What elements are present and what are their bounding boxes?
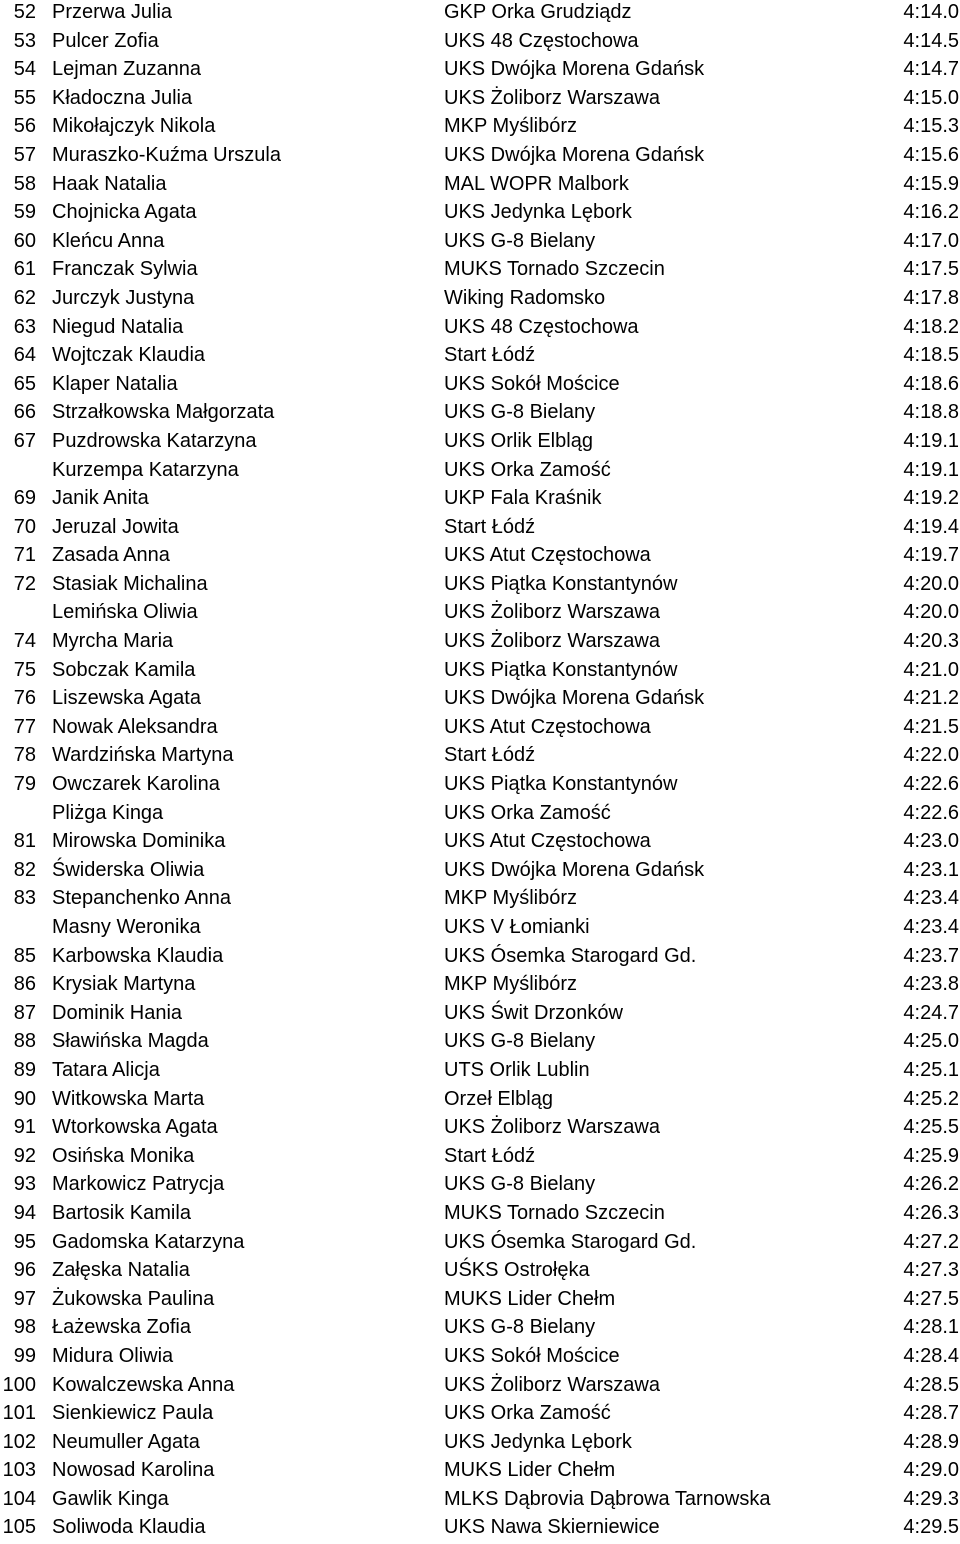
place-cell: 83: [13, 887, 36, 910]
time-cell: 4:23.1: [903, 858, 959, 881]
time-cell: 4:15.3: [903, 115, 959, 138]
result-row: [0, 400, 960, 429]
time-cell: 4:26.3: [903, 1201, 959, 1224]
time-cell: 4:17.8: [903, 286, 959, 309]
time-cell: 4:20.3: [903, 630, 959, 653]
swimmer-name-cell: Lejman Zuzanna: [52, 58, 201, 81]
time-cell: 4:20.0: [903, 601, 959, 624]
time-cell: 4:19.2: [903, 487, 959, 510]
place-cell: 103: [2, 1459, 36, 1482]
swimmer-name-cell: Przerwa Julia: [52, 1, 173, 23]
place-cell: 61: [13, 258, 36, 281]
club-cell: UKS Orka Zamość: [444, 458, 611, 481]
swimmer-name-cell: Mikołajczyk Nikola: [52, 115, 216, 138]
place-cell: 65: [13, 372, 36, 395]
result-row: [0, 1115, 960, 1144]
club-cell: Orzeł Elbląg: [444, 1087, 553, 1110]
time-cell: 4:27.3: [903, 1259, 959, 1282]
swimmer-name-cell: Pulcer Zofia: [52, 29, 159, 52]
time-cell: 4:22.6: [903, 801, 959, 824]
time-cell: 4:17.5: [903, 258, 959, 281]
place-cell: 69: [13, 487, 36, 510]
club-cell: UKS Piątka Konstantynów: [444, 572, 678, 595]
result-row: [0, 1401, 960, 1430]
club-cell: GKP Orka Grudziądz: [444, 1, 632, 23]
club-cell: UKS Żoliborz Warszawa: [444, 1116, 660, 1139]
result-row: [0, 1515, 960, 1544]
place-cell: 97: [13, 1287, 36, 1310]
time-cell: 4:28.4: [903, 1344, 959, 1367]
place-cell: 89: [13, 1058, 36, 1081]
swimmer-name-cell: Chojnicka Agata: [52, 201, 197, 224]
time-cell: 4:23.7: [903, 944, 959, 967]
place-cell: 86: [13, 973, 36, 996]
result-row: [0, 658, 960, 687]
club-cell: Start Łódź: [444, 1144, 536, 1167]
place-cell: 104: [2, 1487, 36, 1510]
swimmer-name-cell: Sobczak Kamila: [52, 658, 196, 681]
place-cell: 79: [13, 773, 36, 796]
place-cell: 72: [13, 572, 36, 595]
club-cell: UKS Orka Zamość: [444, 801, 611, 824]
time-cell: 4:16.2: [903, 201, 959, 224]
swimmer-name-cell: Kleńcu Anna: [52, 229, 165, 252]
time-cell: 4:21.2: [903, 687, 959, 710]
result-row: [0, 372, 960, 401]
club-cell: Start Łódź: [444, 744, 536, 767]
time-cell: 4:19.4: [903, 515, 959, 538]
result-row: [0, 600, 960, 629]
time-cell: 4:19.7: [903, 544, 959, 567]
club-cell: UKS Żoliborz Warszawa: [444, 630, 660, 653]
place-cell: 99: [13, 1344, 36, 1367]
place-cell: 85: [13, 944, 36, 967]
swimmer-name-cell: Owczarek Karolina: [52, 773, 220, 796]
club-cell: UKS G-8 Bielany: [444, 1173, 596, 1196]
club-cell: UKS Dwójka Morena Gdańsk: [444, 143, 705, 166]
time-cell: 4:21.5: [903, 715, 959, 738]
swimmer-name-cell: Kowalczewska Anna: [52, 1373, 235, 1396]
time-cell: 4:23.4: [903, 916, 959, 938]
club-cell: UKS Sokół Mościce: [444, 372, 620, 395]
club-cell: UKS Atut Częstochowa: [444, 830, 651, 853]
swimmer-name-cell: Zasada Anna: [52, 544, 170, 567]
club-cell: UKS Nawa Skierniewice: [444, 1516, 660, 1539]
time-cell: 4:25.2: [903, 1087, 959, 1110]
time-cell: 4:19.1: [903, 429, 959, 452]
club-cell: UKS Orka Zamość: [444, 1402, 611, 1425]
place-cell: 105: [2, 1516, 36, 1539]
club-cell: UŚKS Ostrołęka: [444, 1259, 590, 1282]
swimmer-name-cell: Liszewska Agata: [52, 687, 201, 710]
result-row: [0, 458, 960, 487]
time-cell: 4:29.0: [903, 1459, 959, 1482]
time-cell: 4:14.7: [903, 58, 959, 81]
club-cell: UKS Żoliborz Warszawa: [444, 601, 660, 624]
result-row: [0, 86, 960, 115]
swimmer-name-cell: Krysiak Martyna: [52, 973, 196, 996]
club-cell: MKP Myślibórz: [444, 973, 577, 996]
club-cell: UKS Atut Częstochowa: [444, 544, 651, 567]
club-cell: UTS Orlik Lublin: [444, 1058, 590, 1081]
time-cell: 4:18.2: [903, 315, 959, 338]
time-cell: 4:18.6: [903, 372, 959, 395]
result-row: [0, 1144, 960, 1173]
time-cell: 4:26.2: [903, 1173, 959, 1196]
time-cell: 4:14.0: [903, 1, 959, 23]
time-cell: 4:25.9: [903, 1144, 959, 1167]
result-row: [0, 429, 960, 458]
club-cell: UKS Jedynka Lębork: [444, 201, 632, 224]
place-cell: 62: [13, 286, 36, 309]
swimmer-name-cell: Mirowska Dominika: [52, 830, 226, 853]
place-cell: 64: [13, 344, 36, 367]
swimmer-name-cell: Bartosik Kamila: [52, 1201, 191, 1224]
club-cell: MKP Myślibórz: [444, 887, 577, 910]
swimmer-name-cell: Dominik Hania: [52, 1001, 183, 1024]
time-cell: 4:18.8: [903, 401, 959, 424]
place-cell: 58: [13, 172, 36, 195]
place-cell: 75: [13, 658, 36, 681]
result-row: [0, 686, 960, 715]
swimmer-name-cell: Lemińska Oliwia: [52, 601, 198, 624]
time-cell: 4:29.3: [903, 1487, 959, 1510]
swimmer-name-cell: Sienkiewicz Paula: [52, 1402, 214, 1425]
club-cell: UKS Żoliborz Warszawa: [444, 86, 660, 109]
result-row: [0, 572, 960, 601]
club-cell: MUKS Lider Chełm: [444, 1287, 616, 1310]
result-row: [0, 1230, 960, 1259]
club-cell: UKS Jedynka Lębork: [444, 1430, 632, 1453]
swimmer-name-cell: Stepanchenko Anna: [52, 887, 232, 910]
club-cell: Start Łódź: [444, 344, 536, 367]
swimmer-name-cell: Żukowska Paulina: [52, 1287, 215, 1310]
club-cell: MUKS Tornado Szczecin: [444, 258, 665, 281]
swimmer-name-cell: Masny Weronika: [52, 916, 201, 938]
swimmer-name-cell: Nowosad Karolina: [52, 1459, 215, 1482]
place-cell: 78: [13, 744, 36, 767]
club-cell: UKS 48 Częstochowa: [444, 29, 639, 52]
result-row: [0, 629, 960, 658]
club-cell: UKS Ósemka Starogard Gd.: [444, 1230, 697, 1253]
time-cell: 4:19.1: [903, 458, 959, 481]
club-cell: MUKS Tornado Szczecin: [444, 1201, 665, 1224]
club-cell: UKS Dwójka Morena Gdańsk: [444, 687, 705, 710]
club-cell: MUKS Lider Chełm: [444, 1459, 616, 1482]
place-cell: 98: [13, 1316, 36, 1339]
swimmer-name-cell: Stasiak Michalina: [52, 572, 208, 595]
swimmer-name-cell: Jurczyk Justyna: [52, 286, 195, 309]
swimmer-name-cell: Muraszko-Kuźma Urszula: [52, 143, 281, 166]
result-row: [0, 1315, 960, 1344]
time-cell: 4:23.0: [903, 830, 959, 853]
place-cell: 81: [13, 830, 36, 853]
club-cell: Start Łódź: [444, 515, 536, 538]
result-row: [0, 543, 960, 572]
time-cell: 4:25.5: [903, 1116, 959, 1139]
place-cell: 100: [2, 1373, 36, 1396]
club-cell: UKS Piątka Konstantynów: [444, 658, 678, 681]
result-row: [0, 257, 960, 286]
club-cell: UKS Orlik Elbląg: [444, 429, 593, 452]
place-cell: 70: [13, 515, 36, 538]
swimmer-name-cell: Łażewska Zofia: [52, 1316, 191, 1339]
swimmer-name-cell: Tatara Alicja: [52, 1058, 160, 1081]
club-cell: UKS G-8 Bielany: [444, 401, 596, 424]
time-cell: 4:27.5: [903, 1287, 959, 1310]
place-cell: 76: [13, 687, 36, 710]
time-cell: 4:28.5: [903, 1373, 959, 1396]
result-row: [0, 114, 960, 143]
place-cell: 54: [13, 58, 36, 81]
club-cell: UKS Żoliborz Warszawa: [444, 1373, 660, 1396]
time-cell: 4:21.0: [903, 658, 959, 681]
swimmer-name-cell: Puzdrowska Katarzyna: [52, 429, 257, 452]
swimmer-name-cell: Sławińska Magda: [52, 1030, 209, 1053]
result-row: [0, 1058, 960, 1087]
place-cell: 66: [13, 401, 36, 424]
time-cell: 4:18.5: [903, 344, 959, 367]
place-cell: 63: [13, 315, 36, 338]
place-cell: 67: [13, 429, 36, 452]
result-row: [0, 1430, 960, 1459]
result-row: [0, 1029, 960, 1058]
place-cell: 71: [13, 544, 36, 567]
swimmer-name-cell: Wtorkowska Agata: [52, 1116, 218, 1139]
place-cell: 52: [13, 1, 36, 23]
time-cell: 4:23.4: [903, 887, 959, 910]
place-cell: 55: [13, 86, 36, 109]
result-row: [0, 315, 960, 344]
club-cell: UKS Atut Częstochowa: [444, 715, 651, 738]
result-row: [0, 1201, 960, 1230]
club-cell: UKS V Łomianki: [444, 916, 590, 938]
swimmer-name-cell: Markowicz Patrycja: [52, 1173, 225, 1196]
time-cell: 4:28.1: [903, 1316, 959, 1339]
result-row: [0, 1373, 960, 1402]
time-cell: 4:24.7: [903, 1001, 959, 1024]
swimmer-name-cell: Soliwoda Klaudia: [52, 1516, 206, 1539]
time-cell: 4:15.6: [903, 143, 959, 166]
result-row: [0, 801, 960, 830]
swimmer-name-cell: Wojtczak Klaudia: [52, 344, 206, 367]
time-cell: 4:28.7: [903, 1402, 959, 1425]
time-cell: 4:23.8: [903, 973, 959, 996]
time-cell: 4:17.0: [903, 229, 959, 252]
swimmer-name-cell: Gadomska Katarzyna: [52, 1230, 245, 1253]
result-row: [0, 1487, 960, 1516]
place-cell: 95: [13, 1230, 36, 1253]
result-row: [0, 286, 960, 315]
place-cell: 91: [13, 1116, 36, 1139]
result-row: [0, 772, 960, 801]
club-cell: UKS Ósemka Starogard Gd.: [444, 944, 697, 967]
swimmer-name-cell: Pliżga Kinga: [52, 801, 164, 824]
place-cell: 92: [13, 1144, 36, 1167]
result-row: [0, 886, 960, 915]
place-cell: 87: [13, 1001, 36, 1024]
club-cell: UKS G-8 Bielany: [444, 229, 596, 252]
club-cell: MKP Myślibórz: [444, 115, 577, 138]
place-cell: 102: [2, 1430, 36, 1453]
result-row: [0, 29, 960, 58]
result-row: [0, 1344, 960, 1373]
swimmer-name-cell: Janik Anita: [52, 487, 149, 510]
swimmer-name-cell: Osińska Monika: [52, 1144, 195, 1167]
result-row: [0, 715, 960, 744]
place-cell: 82: [13, 858, 36, 881]
swimmer-name-cell: Jeruzal Jowita: [52, 515, 179, 538]
result-row: [0, 972, 960, 1001]
result-row: [0, 1001, 960, 1030]
place-cell: 56: [13, 115, 36, 138]
club-cell: UKS Dwójka Morena Gdańsk: [444, 58, 705, 81]
result-row: [0, 515, 960, 544]
swimmer-name-cell: Karbowska Klaudia: [52, 944, 224, 967]
result-row: [0, 1258, 960, 1287]
result-row: [0, 743, 960, 772]
time-cell: 4:15.9: [903, 172, 959, 195]
swimmer-name-cell: Klaper Natalia: [52, 372, 178, 395]
time-cell: 4:20.0: [903, 572, 959, 595]
place-cell: 59: [13, 201, 36, 224]
place-cell: 96: [13, 1259, 36, 1282]
result-row: [0, 343, 960, 372]
club-cell: UKS 48 Częstochowa: [444, 315, 639, 338]
time-cell: 4:14.5: [903, 29, 959, 52]
swimmer-name-cell: Nowak Aleksandra: [52, 715, 218, 738]
result-row: [0, 915, 960, 944]
club-cell: UKS Świt Drzonków: [444, 1001, 623, 1024]
club-cell: MLKS Dąbrovia Dąbrowa Tarnowska: [444, 1487, 771, 1510]
time-cell: 4:22.6: [903, 773, 959, 796]
place-cell: 93: [13, 1173, 36, 1196]
time-cell: 4:25.1: [903, 1058, 959, 1081]
swimmer-name-cell: Niegud Natalia: [52, 315, 184, 338]
time-cell: 4:25.0: [903, 1030, 959, 1053]
time-cell: 4:28.9: [903, 1430, 959, 1453]
swimmer-name-cell: Gawlik Kinga: [52, 1487, 169, 1510]
result-row: [0, 829, 960, 858]
result-row: [0, 486, 960, 515]
club-cell: UKS Piątka Konstantynów: [444, 773, 678, 796]
swimmer-name-cell: Witkowska Marta: [52, 1087, 205, 1110]
result-row: [0, 143, 960, 172]
place-cell: 57: [13, 143, 36, 166]
club-cell: UKS Sokół Mościce: [444, 1344, 620, 1367]
swimmer-name-cell: Załęska Natalia: [52, 1259, 190, 1282]
club-cell: UKP Fala Kraśnik: [444, 487, 602, 510]
result-row: [0, 1172, 960, 1201]
place-cell: 60: [13, 229, 36, 252]
result-row: [0, 858, 960, 887]
club-cell: UKS G-8 Bielany: [444, 1030, 596, 1053]
club-cell: MAL WOPR Malbork: [444, 172, 629, 195]
swimmer-name-cell: Świderska Oliwia: [52, 858, 205, 881]
place-cell: 94: [13, 1201, 36, 1224]
place-cell: 53: [13, 29, 36, 52]
club-cell: UKS Dwójka Morena Gdańsk: [444, 858, 705, 881]
place-cell: 90: [13, 1087, 36, 1110]
result-row: [0, 229, 960, 258]
result-row: [0, 1087, 960, 1116]
result-row: [0, 172, 960, 201]
result-row: [0, 57, 960, 86]
swimmer-name-cell: Midura Oliwia: [52, 1344, 174, 1367]
swimmer-name-cell: Haak Natalia: [52, 172, 167, 195]
result-row: [0, 1287, 960, 1316]
result-row: [0, 200, 960, 229]
swimmer-name-cell: Kładoczna Julia: [52, 86, 193, 109]
swimmer-name-cell: Wardzińska Martyna: [52, 744, 234, 767]
place-cell: 101: [2, 1402, 36, 1425]
place-cell: 88: [13, 1030, 36, 1053]
swimmer-name-cell: Franczak Sylwia: [52, 258, 198, 281]
swimmer-name-cell: Strzałkowska Małgorzata: [52, 401, 275, 424]
result-row: [0, 1458, 960, 1487]
swimmer-name-cell: Myrcha Maria: [52, 630, 174, 653]
time-cell: 4:15.0: [903, 86, 959, 109]
time-cell: 4:27.2: [903, 1230, 959, 1253]
result-row: [0, 944, 960, 973]
swimmer-name-cell: Neumuller Agata: [52, 1430, 200, 1453]
place-cell: 74: [13, 630, 36, 653]
time-cell: 4:29.5: [903, 1516, 959, 1539]
time-cell: 4:22.0: [903, 744, 959, 767]
place-cell: 77: [13, 715, 36, 738]
swimmer-name-cell: Kurzempa Katarzyna: [52, 458, 239, 481]
club-cell: UKS G-8 Bielany: [444, 1316, 596, 1339]
result-row: [0, 0, 960, 29]
club-cell: Wiking Radomsko: [444, 286, 606, 309]
